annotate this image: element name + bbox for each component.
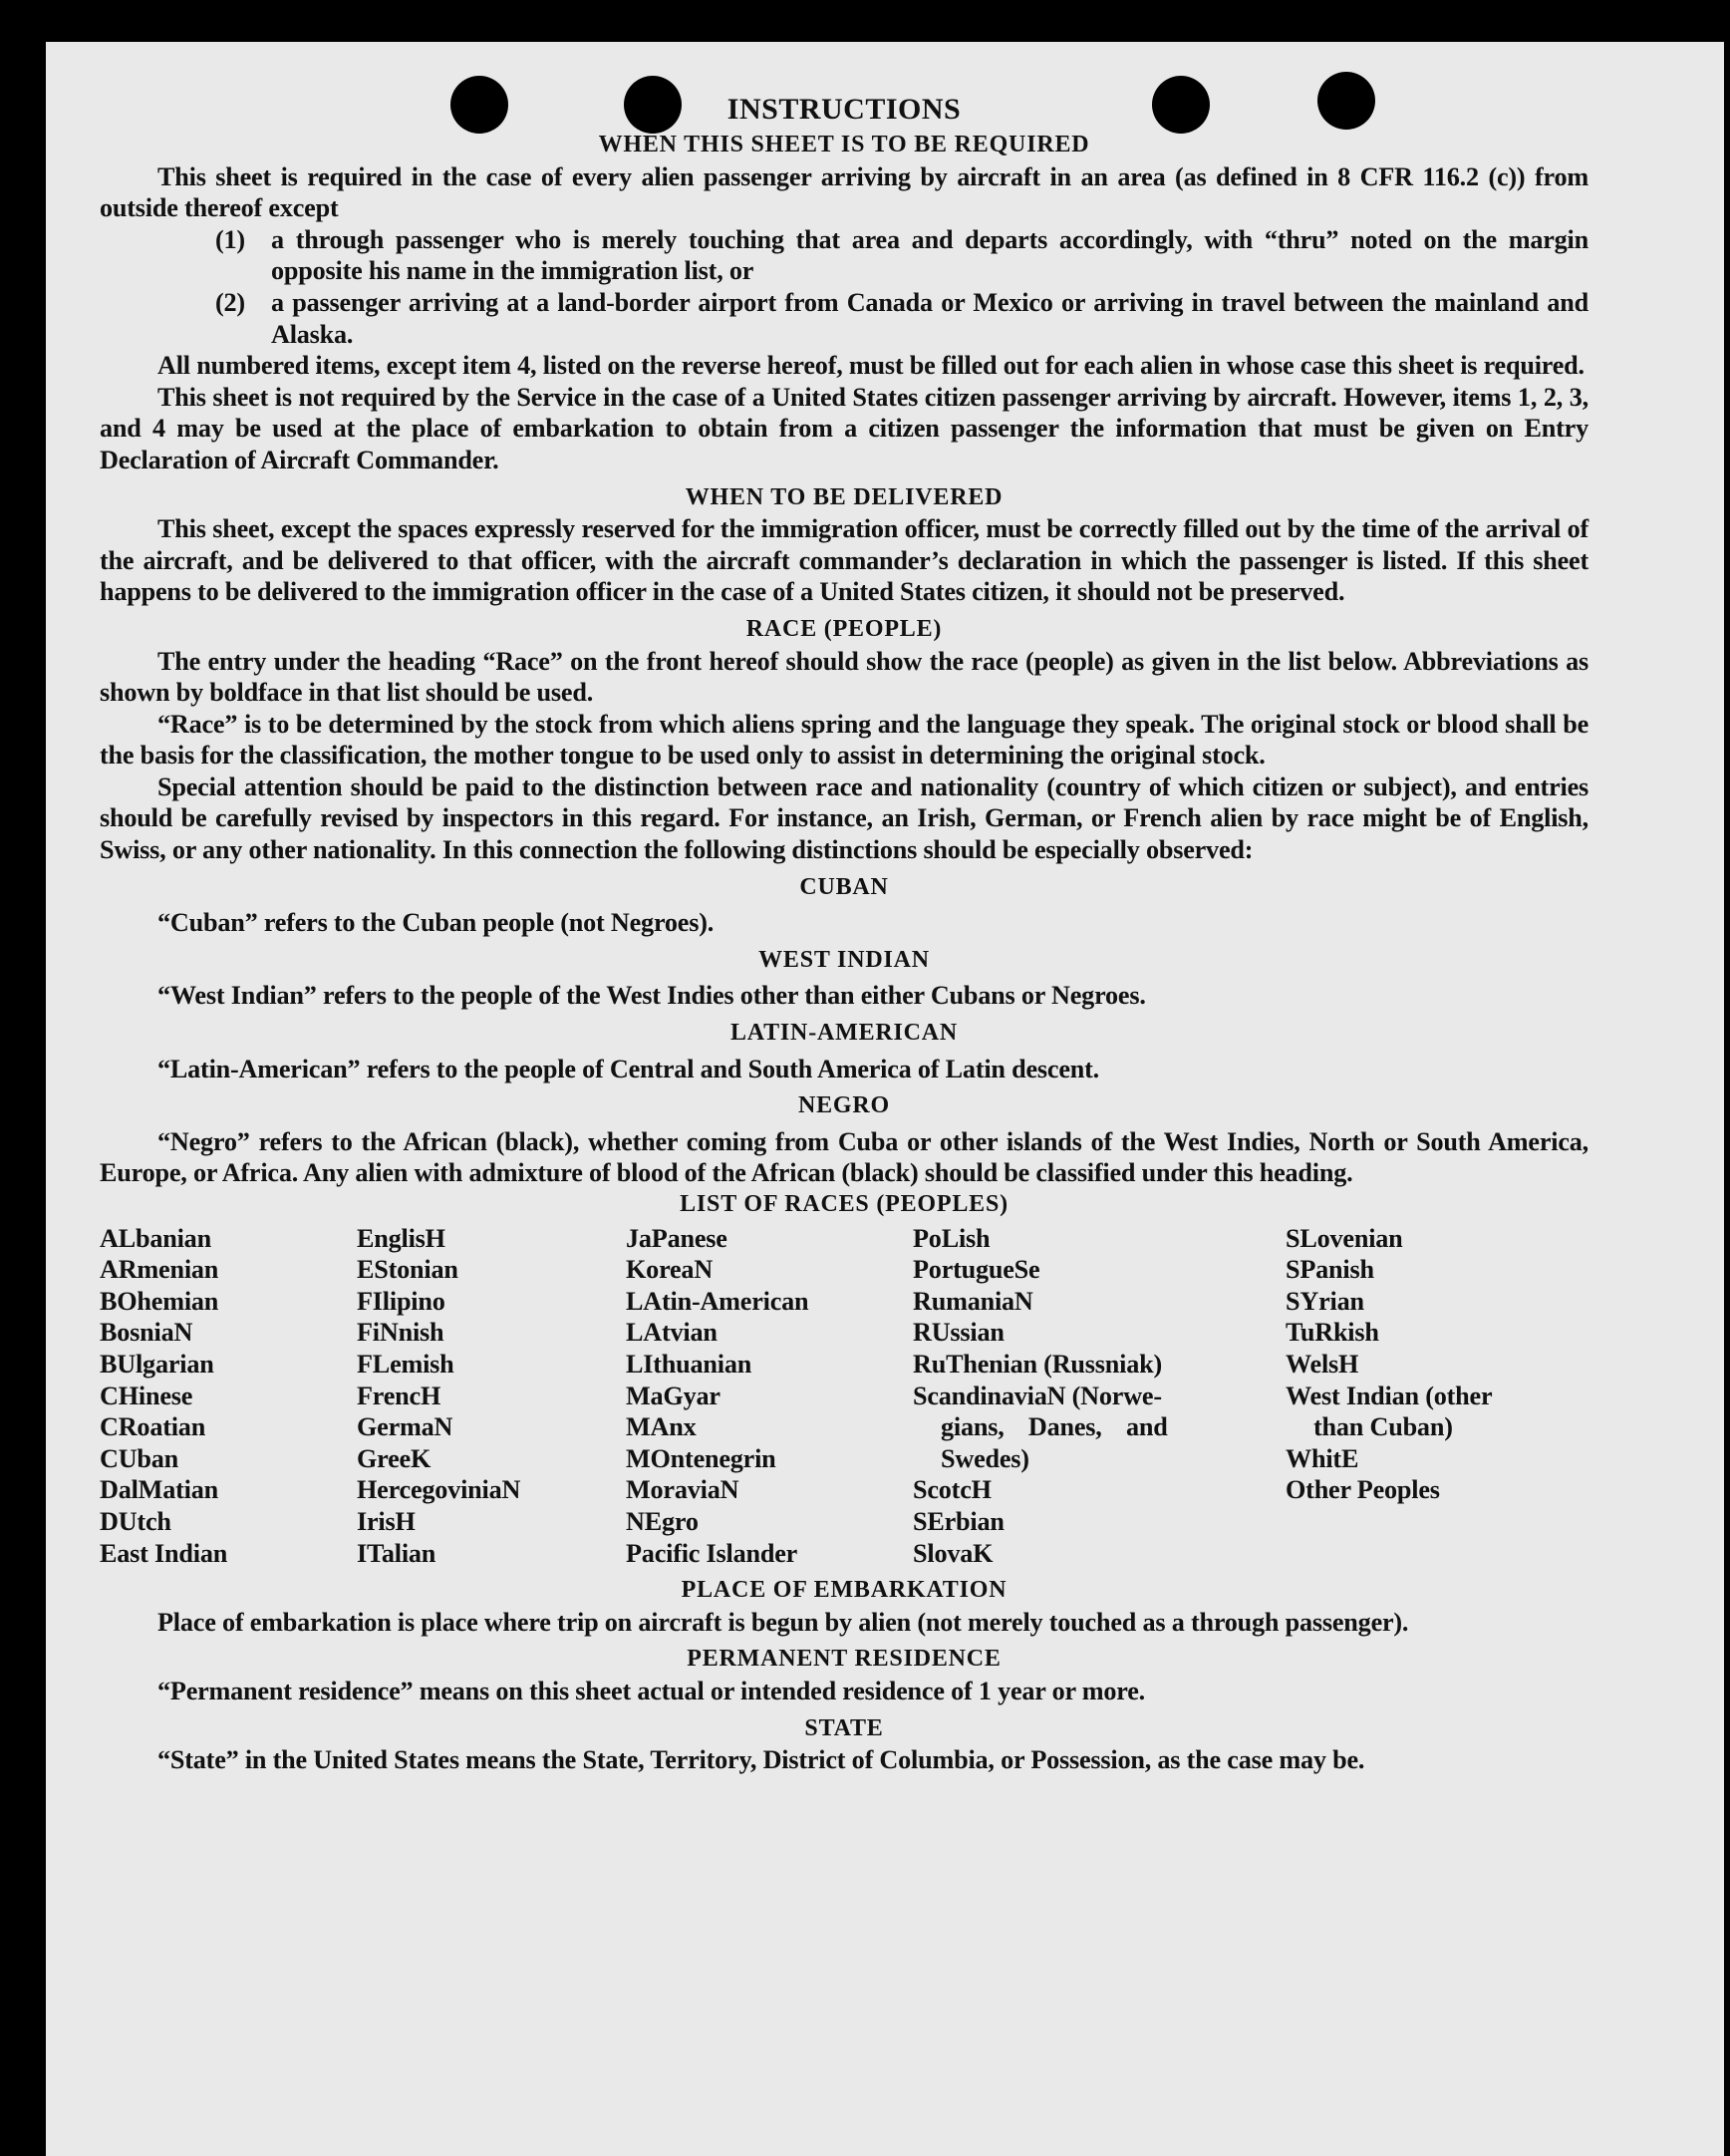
list-item <box>215 224 1588 287</box>
race-entry: than Cuban) <box>1313 1412 1453 1442</box>
paragraph: “State” in the United States means the State, Territory, District of Columbia, or Possession, as the case may be. <box>157 1745 1365 1775</box>
race-entry: NEgro <box>626 1506 699 1536</box>
race-entry: CRoatian <box>100 1412 206 1442</box>
paragraph: This sheet, except the spaces expressly reserved for the immigration officer, must be correctly filled out by the time of the arrival of the aircraft, and be delivered to that officer, with the aircraft commander’s declaration in which the passenger is listed. If this sheet happens to be delivered to the immigration officer in the case of a United States citizen, it should not be preserved. <box>100 514 1588 607</box>
heading-state: STATE <box>804 1714 884 1741</box>
item-text: a passenger arriving at a land-border airport from Canada or Mexico or arriving in travel between the mainland and Alaska. <box>271 287 1588 349</box>
heading-list-of-races: LIST OF RACES (PEOPLES) <box>680 1191 1009 1217</box>
paragraph: “Negro” refers to the African (black), whether coming from Cuba or other islands of the West Indies, North or South America, Europe, or Africa. Any alien with admixture of blood of the African (black) should be classified under this heading. <box>100 1126 1588 1188</box>
paragraph: “Cuban” refers to the Cuban people (not Negroes). <box>157 908 715 938</box>
race-entry: BUlgarian <box>100 1349 214 1379</box>
item-text: a through passenger who is merely touching that area and departs accordingly, with “thru” noted on the margin opposite his name in the immigration list, or <box>271 224 1588 286</box>
race-entry: KoreaN <box>626 1255 714 1285</box>
race-entry: MAnx <box>626 1412 697 1442</box>
heading-permanent-residence: PERMANENT RESIDENCE <box>687 1646 1002 1673</box>
race-entry: MoraviaN <box>626 1475 739 1505</box>
paragraph: “Latin-American” refers to the people of Central and South America of Latin descent. <box>157 1054 1099 1083</box>
race-entry: GreeK <box>357 1443 432 1473</box>
paragraph: “West Indian” refers to the people of the West Indies other than either Cubans or Negroes. <box>157 981 1146 1011</box>
race-entry: ScandinaviaN (Norwe- <box>913 1381 1162 1410</box>
race-entry: SlovaK <box>913 1538 994 1568</box>
race-entry: FrencH <box>357 1381 441 1410</box>
heading-when-required: WHEN THIS SHEET IS TO BE REQUIRED <box>598 132 1090 157</box>
race-entry: HercegoviniaN <box>357 1475 521 1505</box>
race-entry: ALbanian <box>100 1223 211 1253</box>
item-number: (2) <box>215 287 245 317</box>
race-entry: LIthuanian <box>626 1349 752 1379</box>
race-entry: SLovenian <box>1286 1223 1403 1253</box>
race-entry: DalMatian <box>100 1475 218 1505</box>
race-entry: SErbian <box>913 1506 1005 1536</box>
race-entry: WhitE <box>1286 1443 1359 1473</box>
race-entry: ARmenian <box>100 1255 219 1285</box>
paragraph: The entry under the heading “Race” on the front hereof should show the race (people) as given in the list below. Abbreviations as shown by boldface in that list should be used. <box>100 646 1588 708</box>
race-entry: IrisH <box>357 1506 416 1536</box>
race-column <box>357 1223 626 1570</box>
race-entry: PortugueSe <box>913 1255 1040 1285</box>
race-entry: East Indian <box>100 1538 228 1568</box>
race-entry: ITalian <box>357 1538 436 1568</box>
race-entry: LAtin-American <box>626 1286 809 1316</box>
heading-west-indian: WEST INDIAN <box>758 946 930 973</box>
race-entry: GermaN <box>357 1412 453 1442</box>
list-item <box>215 287 1588 350</box>
race-entry: West Indian (other <box>1286 1381 1493 1410</box>
heading-place-of-embarkation: PLACE OF EMBARKATION <box>681 1577 1008 1604</box>
race-entry: RumaniaN <box>913 1286 1033 1316</box>
heading-negro: NEGRO <box>797 1092 890 1119</box>
race-entry: RUssian <box>913 1318 1005 1348</box>
paragraph: This sheet is not required by the Service in the case of a United States citizen passenger arriving by aircraft. However, items 1, 2, 3, and 4 may be used at the place of embarkation to obtain from a citizen passenger the information that must be given on Entry Declaration of Aircraft Commander. <box>100 382 1588 474</box>
heading-latin-american: LATIN-AMERICAN <box>729 1020 959 1047</box>
race-entry: Swedes) <box>941 1443 1029 1473</box>
heading-when-delivered: WHEN TO BE DELIVERED <box>685 483 1004 510</box>
race-entry: PoLish <box>913 1223 991 1253</box>
race-entry: ScotcH <box>913 1475 992 1505</box>
page-title: INSTRUCTIONS <box>726 93 962 126</box>
paragraph: This sheet is required in the case of every alien passenger arriving by aircraft in an area (as defined in 8 CFR 116.2 (c)) from outside thereof except <box>100 161 1588 223</box>
race-entry: BOhemian <box>100 1286 219 1316</box>
item-number: (1) <box>215 224 245 254</box>
race-entry: EStonian <box>357 1255 458 1285</box>
race-entry: RuThenian (Russniak) <box>913 1349 1162 1379</box>
race-entry: FIlipino <box>357 1286 445 1316</box>
race-entry: EnglisH <box>357 1223 445 1253</box>
race-entry: MOntenegrin <box>626 1443 776 1473</box>
paragraph: “Permanent residence” means on this sheet actual or intended residence of 1 year or more. <box>157 1676 1146 1705</box>
race-entry: FLemish <box>357 1349 454 1379</box>
race-entry: SPanish <box>1286 1255 1374 1285</box>
race-entry: Pacific Islander <box>626 1538 798 1568</box>
race-column <box>100 1223 357 1570</box>
paragraph: All numbered items, except item 4, listed on the reverse hereof, must be filled out for each alien in whose case this sheet is required. <box>157 351 1585 381</box>
race-entry: MaGyar <box>626 1381 721 1410</box>
race-entry: LAtvian <box>626 1318 718 1348</box>
paragraph: “Race” is to be determined by the stock from which aliens spring and the language they speak. The original stock or blood shall be the basis for the classification, the mother tongue to be used only to assist in determining the original stock. <box>100 709 1588 770</box>
race-entry: DUtch <box>100 1506 171 1536</box>
instructions-content <box>100 90 1588 1776</box>
heading-race: RACE (PEOPLE) <box>745 615 943 642</box>
race-entry: SYrian <box>1286 1286 1364 1316</box>
race-entry: BosniaN <box>100 1318 193 1348</box>
race-entry: gians, Danes, and <box>941 1412 1168 1442</box>
race-column <box>1286 1223 1588 1570</box>
race-entry: Other Peoples <box>1286 1475 1440 1505</box>
race-entry: JaPanese <box>626 1223 727 1253</box>
race-entry: WelsH <box>1286 1349 1359 1379</box>
race-entry: CHinese <box>100 1381 193 1410</box>
race-entry: CUban <box>100 1443 179 1473</box>
race-list <box>100 1223 1588 1570</box>
race-entry: TuRkish <box>1286 1318 1379 1348</box>
race-column <box>913 1223 1286 1570</box>
race-entry: FiNnish <box>357 1318 444 1348</box>
race-column <box>626 1223 913 1570</box>
paragraph: Special attention should be paid to the distinction between race and nationality (country of which citizen or subject), and entries should be carefully revised by inspectors in this regard. For instance, an Irish, German, or French alien by race might be of English, Swiss, or any other nationality. In this connection the following distinctions should be especially observed: <box>100 771 1588 865</box>
heading-cuban: CUBAN <box>799 873 889 900</box>
paragraph: Place of embarkation is place where trip on aircraft is begun by alien (not merely touched as a through passenger). <box>157 1607 1409 1637</box>
